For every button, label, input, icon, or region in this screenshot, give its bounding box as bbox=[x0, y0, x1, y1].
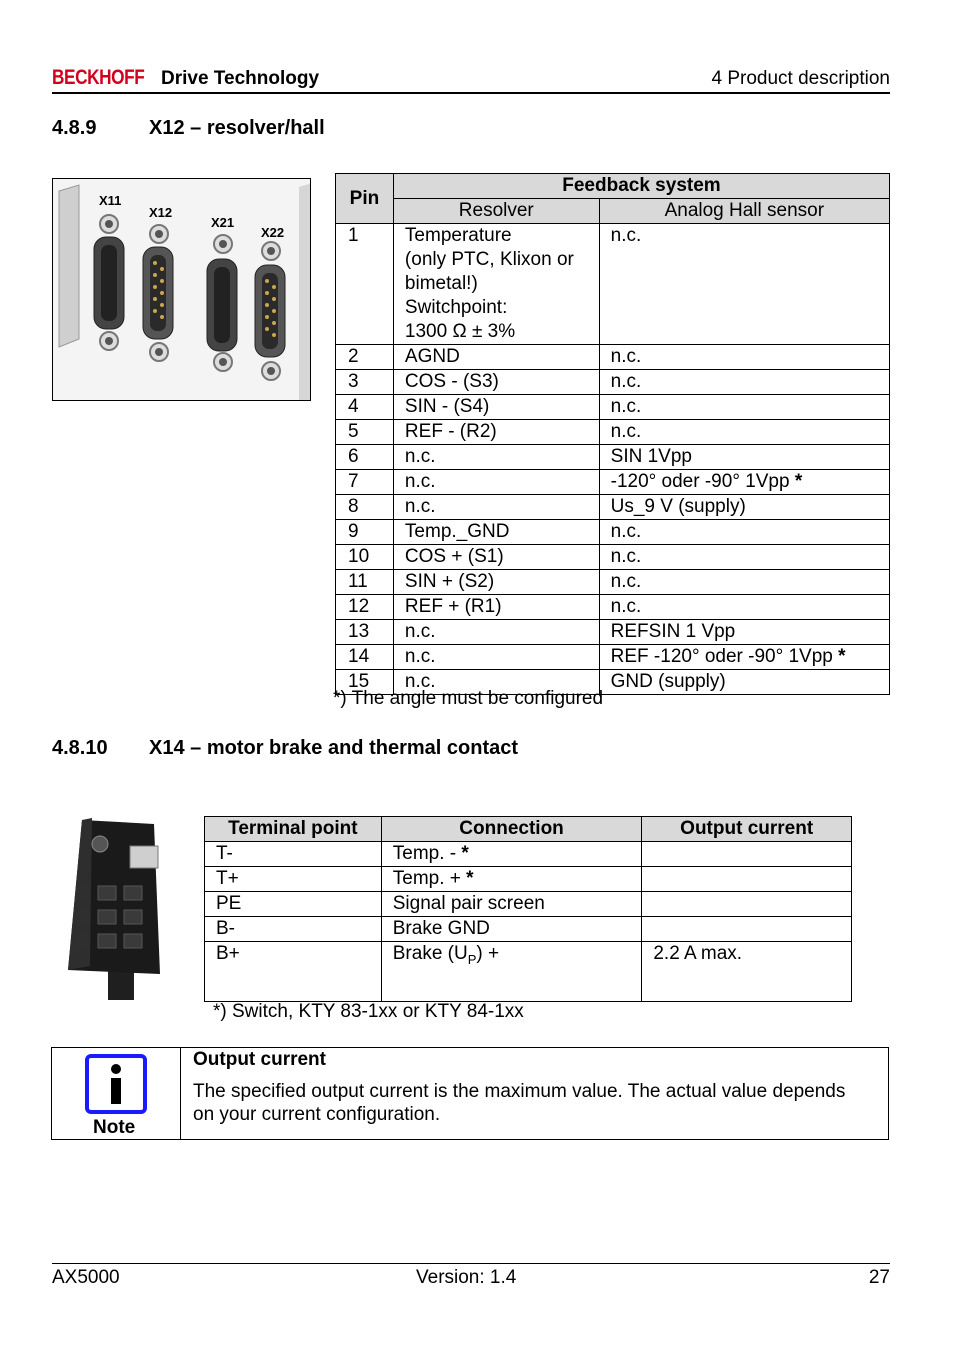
hall-cell bbox=[599, 645, 889, 670]
pin-cell: 1 bbox=[336, 224, 394, 345]
terminal-table-x14 bbox=[204, 816, 852, 1002]
pin-cell: 14 bbox=[336, 645, 394, 670]
hall-cell bbox=[599, 470, 889, 495]
table-row bbox=[336, 445, 890, 470]
resolver-cell: n.c. bbox=[393, 470, 599, 495]
resolver-line: (only PTC, Klixon or bbox=[404, 249, 574, 270]
connector-label: X21 bbox=[211, 215, 235, 230]
resolver-line: bimetal!) bbox=[404, 273, 478, 294]
resolver-header: Resolver bbox=[393, 199, 599, 224]
subscript: P bbox=[467, 951, 477, 967]
connection-cell bbox=[381, 842, 642, 867]
pin-cell: 13 bbox=[336, 620, 394, 645]
pin-cell: 10 bbox=[336, 545, 394, 570]
hall-text: -120° oder -90° 1Vpp bbox=[610, 471, 790, 492]
table-row bbox=[205, 867, 852, 892]
section-title-x12 bbox=[52, 117, 325, 140]
resolver-cell: n.c. bbox=[393, 620, 599, 645]
beckhoff-logo: BECKHOFF bbox=[52, 66, 145, 89]
hall-cell: n.c. bbox=[599, 395, 889, 420]
hall-cell: n.c. bbox=[599, 545, 889, 570]
hall-cell: n.c. bbox=[599, 570, 889, 595]
connection-cell: Signal pair screen bbox=[381, 892, 642, 917]
connector-photo bbox=[52, 178, 311, 401]
resolver-line: 1300 Ω ± 3% bbox=[404, 321, 516, 342]
terminal-plug-illustration bbox=[62, 816, 164, 1000]
resolver-line: Temperature bbox=[404, 225, 512, 246]
resolver-cell: REF + (R1) bbox=[393, 595, 599, 620]
resolver-cell: Temp._GND bbox=[393, 520, 599, 545]
section-title-text: X12 – resolver/hall bbox=[149, 117, 325, 139]
terminal-point-header: Terminal point bbox=[205, 817, 382, 842]
connection-text: Brake (U bbox=[392, 943, 468, 964]
footnote-star: * bbox=[461, 843, 469, 864]
section-title-x14 bbox=[52, 737, 518, 760]
pin-cell: 2 bbox=[336, 345, 394, 370]
connector-label: X12 bbox=[149, 205, 173, 220]
hall-cell: REFSIN 1 Vpp bbox=[599, 620, 889, 645]
pin-cell: 7 bbox=[336, 470, 394, 495]
connector-illustration bbox=[53, 179, 311, 401]
resolver-cell: AGND bbox=[393, 345, 599, 370]
output-current-header: Output current bbox=[642, 817, 852, 842]
pin-cell: 9 bbox=[336, 520, 394, 545]
pin-header: Pin bbox=[336, 174, 394, 224]
connection-text: ) + bbox=[476, 943, 500, 964]
table-row bbox=[336, 370, 890, 395]
footer-version: Version: 1.4 bbox=[416, 1267, 517, 1288]
pin-cell: 12 bbox=[336, 595, 394, 620]
resolver-cell: n.c. bbox=[393, 670, 599, 695]
current-cell bbox=[642, 892, 852, 917]
section-title-text: X14 – motor brake and thermal contact bbox=[149, 737, 519, 759]
note-text: The specified output current is the maximum value. The actual value depends on your current configuration. bbox=[193, 1081, 846, 1125]
footnote-star: * bbox=[794, 471, 803, 492]
pin-cell: 8 bbox=[336, 495, 394, 520]
page-header bbox=[52, 64, 890, 94]
resolver-cell: n.c. bbox=[393, 445, 599, 470]
brand-subtitle: Drive Technology bbox=[161, 68, 320, 89]
table-row bbox=[205, 942, 852, 1002]
hall-cell: n.c. bbox=[599, 420, 889, 445]
section-heading: 4 Product description bbox=[711, 68, 890, 89]
table-row bbox=[336, 420, 890, 445]
hall-cell: n.c. bbox=[599, 370, 889, 395]
connection-cell bbox=[381, 867, 642, 892]
hall-text: REF -120° oder -90° 1Vpp bbox=[610, 646, 833, 667]
table-row bbox=[336, 620, 890, 645]
resolver-cell: n.c. bbox=[393, 495, 599, 520]
resolver-cell: n.c. bbox=[393, 645, 599, 670]
table-row bbox=[205, 842, 852, 867]
hall-cell: n.c. bbox=[599, 595, 889, 620]
current-cell bbox=[642, 867, 852, 892]
pin-cell: 6 bbox=[336, 445, 394, 470]
page-footer bbox=[52, 1263, 890, 1294]
hall-header: Analog Hall sensor bbox=[599, 199, 889, 224]
table-row bbox=[336, 595, 890, 620]
hall-cell: SIN 1Vpp bbox=[599, 445, 889, 470]
section-number: 4.8.10 bbox=[52, 737, 108, 759]
pin-table-x12 bbox=[335, 173, 890, 695]
note-label: Note bbox=[93, 1117, 136, 1138]
table-row bbox=[336, 395, 890, 420]
table-row bbox=[336, 345, 890, 370]
connection-cell: Brake GND bbox=[381, 917, 642, 942]
table-row bbox=[336, 470, 890, 495]
table-row bbox=[336, 645, 890, 670]
table-row bbox=[205, 892, 852, 917]
pin-cell: 3 bbox=[336, 370, 394, 395]
terminal-cell: B+ bbox=[205, 942, 382, 1002]
pin-cell: 11 bbox=[336, 570, 394, 595]
table1-footnote: *) The angle must be configured bbox=[333, 688, 604, 709]
footnote-star: * bbox=[838, 646, 846, 667]
note-box bbox=[51, 1047, 889, 1140]
footnote-star: * bbox=[466, 868, 474, 889]
table-row bbox=[205, 917, 852, 942]
connector-label: X22 bbox=[261, 225, 285, 240]
resolver-cell: COS + (S1) bbox=[393, 545, 599, 570]
note-title: Output current bbox=[193, 1049, 326, 1070]
hall-cell: n.c. bbox=[599, 520, 889, 545]
pin-cell: 5 bbox=[336, 420, 394, 445]
hall-cell: GND (supply) bbox=[599, 670, 889, 695]
footer-product: AX5000 bbox=[52, 1267, 120, 1288]
table2-footnote: *) Switch, KTY 83-1xx or KTY 84-1xx bbox=[213, 1001, 524, 1022]
current-cell: 2.2 A max. bbox=[642, 942, 852, 1002]
resolver-cell bbox=[393, 224, 599, 345]
section-number: 4.8.9 bbox=[52, 117, 97, 139]
resolver-line: Switchpoint: bbox=[404, 297, 508, 318]
table-row bbox=[336, 570, 890, 595]
footer-page-number: 27 bbox=[868, 1267, 890, 1288]
terminal-cell: PE bbox=[205, 892, 382, 917]
table-row bbox=[336, 495, 890, 520]
terminal-cell: T+ bbox=[205, 867, 382, 892]
hall-cell: n.c. bbox=[599, 345, 889, 370]
pin-cell: 15 bbox=[336, 670, 394, 695]
current-cell bbox=[642, 917, 852, 942]
note-icon-panel bbox=[52, 1048, 181, 1139]
resolver-cell: SIN - (S4) bbox=[393, 395, 599, 420]
connection-cell bbox=[381, 942, 642, 1002]
current-cell bbox=[642, 842, 852, 867]
terminal-cell: T- bbox=[205, 842, 382, 867]
terminal-plug-photo bbox=[62, 816, 164, 1000]
connection-text: Temp. - bbox=[392, 843, 462, 864]
connection-text: Temp. + bbox=[392, 868, 467, 889]
hall-cell: Us_9 V (supply) bbox=[599, 495, 889, 520]
pin-cell: 4 bbox=[336, 395, 394, 420]
hall-cell: n.c. bbox=[599, 224, 889, 345]
resolver-cell: REF - (R2) bbox=[393, 420, 599, 445]
table-row bbox=[336, 545, 890, 570]
table-row bbox=[336, 520, 890, 545]
resolver-cell: SIN + (S2) bbox=[393, 570, 599, 595]
connector-label: X11 bbox=[99, 193, 122, 208]
connection-header: Connection bbox=[381, 817, 642, 842]
feedback-system-header: Feedback system bbox=[393, 174, 889, 199]
table-row bbox=[336, 224, 890, 345]
terminal-cell: B- bbox=[205, 917, 382, 942]
resolver-cell: COS - (S3) bbox=[393, 370, 599, 395]
info-icon bbox=[85, 1054, 147, 1114]
